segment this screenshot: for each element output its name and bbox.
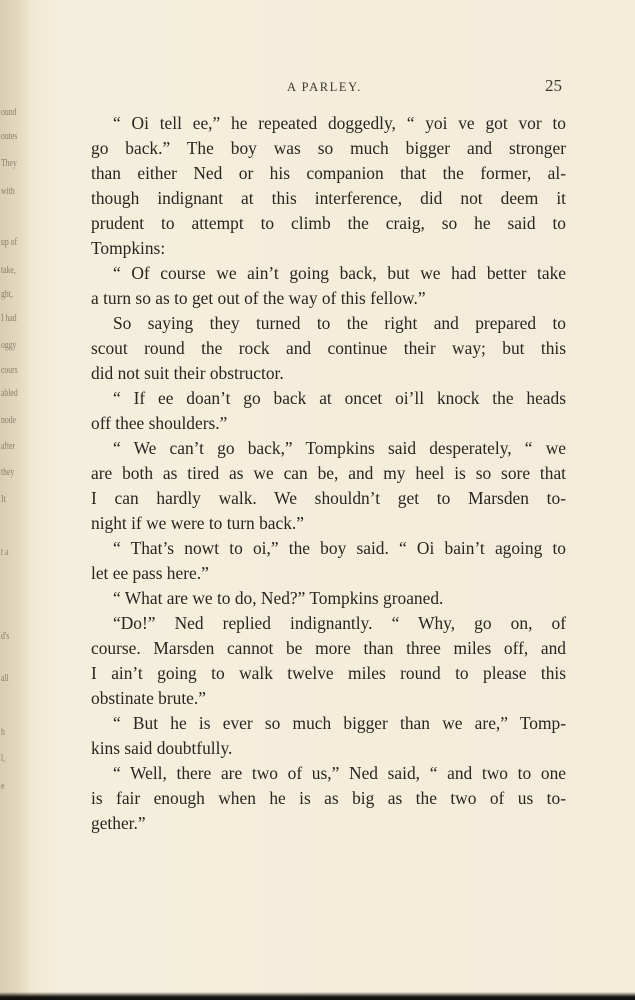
bleed-fragment: d's	[1, 630, 10, 642]
bleed-fragment: I had	[1, 312, 17, 324]
text-line: are both as tired as we can be, and my heel is so sore that	[91, 463, 566, 483]
running-title: A PARLEY.	[287, 80, 362, 94]
text-line: “ That’s nowt to oi,” the boy said. “ Oi bain’t agoing to	[113, 538, 566, 558]
text-line: “Do!” Ned replied indignantly. “ Why, go on, of	[113, 613, 566, 633]
bleed-fragment: take,	[1, 264, 16, 276]
text-line: “ What are we to do, Ned?” Tompkins groaned.	[113, 588, 444, 608]
bleed-fragment: It	[1, 493, 6, 505]
page-number: 25	[545, 76, 562, 95]
bleed-fragment: t a	[1, 546, 9, 558]
text-line: So saying they turned to the right and prepared to	[113, 313, 566, 333]
bleed-fragment: cours	[1, 364, 18, 376]
body-text	[91, 111, 566, 836]
bleed-fragment: l,	[1, 752, 6, 764]
bleed-fragment: with	[1, 185, 15, 197]
bleed-fragment: abled	[1, 387, 18, 399]
text-line: “ But he is ever so much bigger than we are,” Tomp-	[113, 713, 566, 733]
text-line: obstinate brute.”	[91, 688, 206, 708]
bleed-fragment: They	[1, 157, 17, 169]
text-line: “ Of course we ain’t going back, but we had better take	[113, 263, 566, 283]
text-line: scout round the rock and continue their way; but this	[91, 338, 566, 358]
bleed-fragment: outes	[1, 130, 18, 142]
page-bottom-edge	[0, 992, 635, 1000]
text-line: than either Ned or his companion that the former, al-	[91, 163, 566, 183]
text-line: prudent to attempt to climb the craig, so he said to	[91, 213, 566, 233]
bleed-fragment: ght,	[1, 288, 13, 300]
bleed-fragment: after	[1, 440, 16, 452]
bleed-fragment: node	[1, 414, 16, 426]
text-line: gether.”	[91, 813, 146, 833]
page-header	[0, 76, 635, 100]
text-line: kins said doubtfully.	[91, 738, 233, 758]
text-line: “ Well, there are two of us,” Ned said, “ and two to one	[113, 763, 566, 783]
text-line: off thee shoulders.”	[91, 413, 228, 433]
text-line: I ain’t going to walk twelve miles round to please this	[91, 663, 566, 683]
text-line: night if we were to turn back.”	[91, 513, 304, 533]
bleed-fragment: up of	[1, 236, 18, 248]
text-line: did not suit their obstructor.	[91, 363, 284, 383]
bleed-fragment: oggy	[1, 339, 17, 351]
text-line: let ee pass here.”	[91, 563, 209, 583]
bleed-fragment: all	[1, 672, 9, 684]
bleed-fragment: they	[1, 466, 15, 478]
text-line: course. Marsden cannot be more than three miles off, and	[91, 638, 566, 658]
text-line: a turn so as to get out of the way of this fellow.”	[91, 288, 426, 308]
text-line: Tompkins:	[91, 238, 166, 258]
bleed-fragment: ound	[1, 106, 17, 118]
facing-page-bleed	[0, 0, 24, 1000]
text-line: “ If ee doan’t go back at oncet oi’ll knock the heads	[113, 388, 566, 408]
text-line: “ We can’t go back,” Tompkins said desperately, “ we	[113, 438, 566, 458]
text-line: I can hardly walk. We shouldn’t get to Marsden to-	[91, 488, 566, 508]
bleed-fragment: h	[1, 726, 5, 738]
text-line: is fair enough when he is as big as the two of us to-	[91, 788, 566, 808]
text-line: “ Oi tell ee,” he repeated doggedly, “ yoi ve got vor to	[113, 113, 566, 133]
bleed-fragment: e	[1, 780, 5, 792]
text-line: though indignant at this interference, did not deem it	[91, 188, 566, 208]
text-line: go back.” The boy was so much bigger and stronger	[91, 138, 566, 158]
